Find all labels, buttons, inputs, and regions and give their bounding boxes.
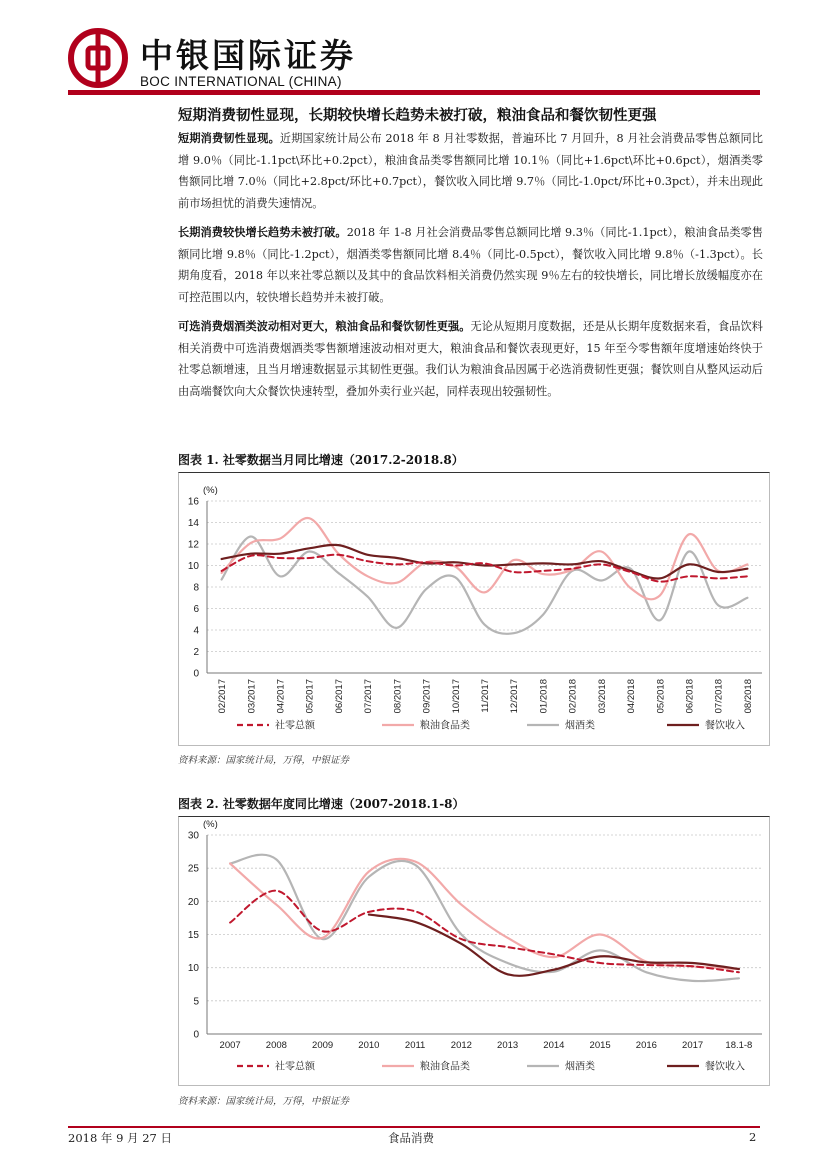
x-tick-label: 05/2018	[655, 679, 667, 714]
legend-label: 烟酒类	[565, 720, 595, 732]
footer-section: 食品消费	[388, 1131, 434, 1145]
brand-name-en: BOC INTERNATIONAL (CHINA)	[140, 74, 342, 89]
legend-label: 餐饮收入	[705, 1061, 745, 1073]
legend-label: 粮油食品类	[420, 720, 470, 732]
x-tick-label: 18.1-8	[725, 1040, 753, 1051]
annual-growth-chart	[179, 817, 769, 1085]
x-tick-label: 2010	[358, 1040, 380, 1051]
paragraph-lead: 短期消费韧性显现。	[178, 131, 280, 145]
x-tick-label: 02/2018	[567, 679, 579, 714]
x-tick-label: 08/2018	[742, 679, 754, 714]
x-tick-label: 2013	[497, 1040, 519, 1051]
y-tick-label: 2	[193, 647, 199, 658]
paragraph-body: 2018 年 1-8 月社会消费品零售总额同比增 9.3％（同比-1.1pct），粮油食品类零售额同比增 9.8％（同比-1.2pct），烟酒类零售额同比增 8.4％（同比-0.5pct），餐饮收入同比增 9.8％（-1.3pct）。长期角度看，2018 年以来社零总额以及其中的食品饮料相关消费仍然实现 9％左右的较快增长，同比增长放缓幅度亦在可控范围以内，较快增长趋势并未被打破。	[178, 226, 763, 304]
x-tick-label: 05/2017	[304, 679, 316, 714]
y-tick-label: 30	[187, 830, 199, 842]
figure-1-title: 图表 1. 社零数据当月同比增速（2017.2-2018.8）	[178, 453, 464, 467]
legend-label: 社零总额	[275, 1061, 315, 1073]
paragraph-lead: 可选消费烟酒类波动相对更大，粮油食品和餐饮韧性更强。	[178, 319, 471, 333]
paragraph-body: 无论从短期月度数据，还是从长期年度数据来看，食品饮料相关消费中可选消费烟酒类零售额增速波动相对更大，粮油食品和餐饮表现更好，15 年至今零售额年度增速始终快于社零总额增速，且当月增速数据显示其韧性更强。我们认为粮油食品因属于必选消费韧性更强；餐饮则自从整风运动后由高端餐饮向大众餐饮快速转型，叠加外卖行业兴起，同样表现出较强韧性。	[178, 320, 763, 398]
x-tick-label: 2014	[543, 1040, 565, 1051]
legend-label: 餐饮收入	[705, 720, 745, 732]
boc-logo-icon	[68, 28, 128, 88]
section-headline: 短期消费韧性显现，长期较快增长趋势未被打破，粮油食品和餐饮韧性更强	[178, 107, 657, 124]
x-tick-label: 2011	[404, 1040, 426, 1051]
x-tick-label: 2016	[635, 1040, 657, 1051]
header-divider	[68, 90, 760, 95]
y-tick-label: 15	[187, 930, 199, 941]
y-tick-label: 8	[193, 582, 199, 594]
figure-1-source: 资料来源：国家统计局，万得，中银证券	[178, 755, 350, 766]
y-tick-label: 10	[187, 963, 199, 975]
x-tick-label: 06/2017	[333, 679, 345, 714]
x-tick-label: 02/2017	[217, 679, 229, 714]
x-tick-label: 09/2017	[421, 679, 433, 714]
figure-2-title: 图表 2. 社零数据年度同比增速（2007-2018.1-8）	[178, 797, 465, 811]
y-tick-label: 12	[187, 539, 199, 551]
series-line-2	[222, 536, 748, 633]
legend-label: 粮油食品类	[420, 1061, 470, 1073]
x-tick-label: 07/2017	[363, 679, 375, 714]
footer-divider	[68, 1126, 760, 1128]
x-tick-label: 08/2017	[392, 679, 404, 714]
paragraph-body: 近期国家统计局公布 2018 年 8 月社零数据，普遍环比 7 月回升，8 月社会消费品零售总额同比增 9.0％（同比-1.1pct\环比+0.2pct），粮油食品类零售额同比增 10.1％（同比+1.6pct\环比+0.6pct），烟酒类零售额同比增 7.0％（同比+2.8pct/环比+0.7pct），餐饮收入同比增 9.7％（同比-1.0pct/环比+0.3pct），并未出现此前市场担忧的消费失速情况。	[178, 132, 763, 210]
legend-label: 社零总额	[275, 720, 315, 732]
y-tick-label: 20	[187, 896, 199, 908]
y-tick-label: 6	[193, 604, 199, 615]
y-axis-unit-label: (%)	[203, 819, 218, 830]
x-tick-label: 04/2017	[275, 679, 287, 714]
series-line-3	[222, 545, 748, 579]
x-tick-label: 12/2017	[509, 679, 521, 714]
x-tick-label: 03/2017	[246, 679, 258, 714]
report-header	[68, 28, 760, 96]
x-tick-label: 10/2017	[450, 679, 462, 714]
brand-name-cn: 中银国际证券	[140, 36, 356, 75]
x-tick-label: 2015	[589, 1040, 611, 1051]
x-tick-label: 03/2018	[596, 679, 608, 714]
monthly-growth-chart	[179, 473, 769, 745]
paragraph-optional-consumption	[178, 316, 763, 402]
x-tick-label: 07/2018	[713, 679, 725, 714]
figure-1-box	[178, 472, 770, 746]
y-tick-label: 4	[193, 625, 199, 637]
y-tick-label: 0	[193, 1029, 199, 1041]
y-tick-label: 16	[187, 496, 199, 508]
footer-page-number: 2	[749, 1130, 757, 1144]
paragraph-short-term	[178, 128, 763, 214]
figure-2-source: 资料来源：国家统计局，万得，中银证券	[178, 1096, 350, 1107]
footer-date: 2018 年 9 月 27 日	[68, 1131, 172, 1145]
y-tick-label: 5	[193, 996, 199, 1008]
y-axis-unit-label: (%)	[203, 485, 218, 496]
paragraph-long-term	[178, 222, 763, 308]
x-tick-label: 2008	[265, 1040, 287, 1051]
y-tick-label: 14	[187, 518, 199, 529]
y-tick-label: 25	[187, 863, 199, 875]
legend-label: 烟酒类	[565, 1061, 595, 1073]
x-tick-label: 01/2018	[538, 679, 550, 714]
x-tick-label: 11/2017	[480, 679, 491, 713]
paragraph-lead: 长期消费较快增长趋势未被打破。	[178, 225, 347, 239]
x-tick-label: 2009	[312, 1040, 334, 1051]
x-tick-label: 2012	[450, 1040, 472, 1051]
x-tick-label: 2017	[682, 1040, 704, 1051]
y-tick-label: 10	[187, 561, 199, 572]
x-tick-label: 04/2018	[626, 679, 638, 714]
x-tick-label: 2007	[219, 1040, 241, 1051]
x-tick-label: 06/2018	[684, 679, 696, 714]
figure-2-box	[178, 816, 770, 1086]
y-tick-label: 0	[193, 668, 199, 680]
